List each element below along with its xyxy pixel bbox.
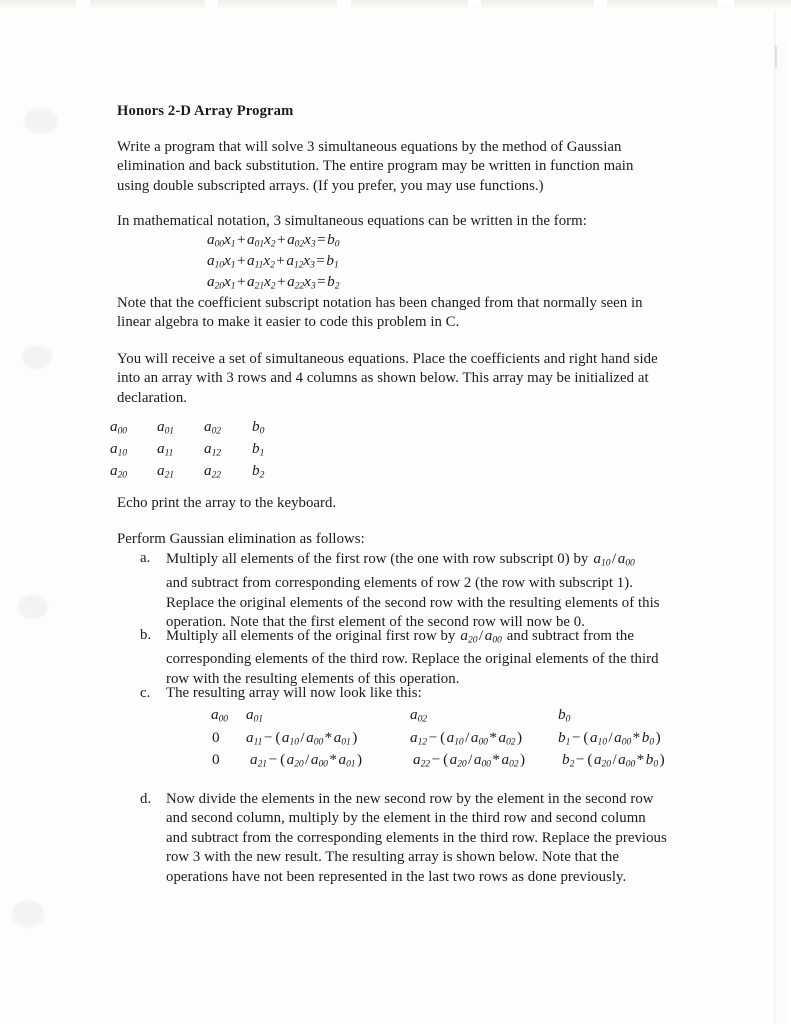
array-cell-0-3: $b_0$ [252,418,265,437]
array-cell-1-1: $a_{11}$ [157,440,174,459]
result-cell-2-3: $b_2- (a_{20}/a_{00}*b_0)$ [562,751,665,770]
array-cell-0-2: $a_{02}$ [204,418,221,437]
list-item-a-rest: and subtract from corresponding elements of row 2 (the row with subscript 1). Replace the original elements of the second row with the resulting elements of this operation. Note that the first element of the second row will now be 0. [166,575,660,630]
list-marker-a: a. [140,550,151,566]
list-item-a [166,549,668,632]
result-cell-2-2: $a_{22}- (a_{20}/a_{00}*a_{02})$ [413,751,526,770]
eq2-rhs: $b_1$ [326,252,339,271]
result-cell-1-2: $a_{12}- (a_{10}/a_{00}*a_{02})$ [410,729,523,748]
eq1-term3: $a_{02}x_3$ [287,231,316,250]
paragraph-intro: Write a program that will solve 3 simultaneous equations by the method of Gaussian elimination and back substitution. The entire program may be written in function main using double subscripted arrays. (If you prefer, you may use functions.) [117,139,634,194]
eq2-term1: $a_{10}x_1$ [207,252,236,271]
array-cell-2-2: $a_{22}$ [204,462,221,481]
equation-row-1 [207,231,339,250]
array-cell-2-3: $b_2$ [252,462,265,481]
result-cell-0-2: $a_{02}$ [410,706,427,725]
list-item-b-line1: Multiply all elements of the original first row by [166,628,456,644]
result-cell-1-3: $b_1- (a_{10}/a_{00}*b_0)$ [558,729,661,748]
list-marker-d: d. [140,791,152,807]
page-title: Honors 2-D Array Program [117,103,294,119]
result-cell-0-0: $a_{00}$ [211,706,228,725]
array-cell-2-0: $a_{20}$ [110,462,127,481]
eq1-equals: = [317,231,326,248]
array-cell-1-3: $b_1$ [252,440,265,459]
array-cell-0-1: $a_{01}$ [157,418,174,437]
list-item-b-rest: corresponding elements of the third row. Replace the original elements of the third row with the resulting elements of this operation. [166,651,659,687]
list-marker-b: b. [140,627,152,643]
array-cell-0-0: $a_{00}$ [110,418,127,437]
eq2-equals: = [316,252,325,269]
paragraph-perform-lead: Perform Gaussian elimination as follows: [117,531,365,547]
equation-row-2 [207,252,339,271]
result-cell-0-1: $a_{01}$ [246,706,263,725]
eq2-plus-1: + [236,252,246,269]
result-cell-1-1: $a_{11}- (a_{10}/a_{00}*a_{01})$ [246,729,358,748]
result-cell-2-0: 0 [212,751,220,768]
list-marker-c: c. [140,685,151,701]
eq3-term1: $a_{20}x_1$ [207,273,236,292]
list-item-a-inline-math: $a_{10}/a_{00}$ [593,550,635,569]
eq1-term2: $a_{01}x_2$ [247,231,276,250]
eq3-equals: = [317,273,326,290]
list-item-b-inline-math: $a_{20}/a_{00}$ [460,627,502,646]
eq2-term2: $a_{11}x_2$ [247,252,275,271]
eq3-rhs: $b_2$ [327,273,340,292]
paragraph-notation-lead: In mathematical notation, 3 simultaneous equations can be written in the form: [117,213,587,229]
eq1-plus-1: + [236,231,246,248]
eq3-term3: $a_{22}x_3$ [287,273,316,292]
paragraph-notation-note: Note that the coefficient subscript notation has been changed from that normally seen in linear algebra to make it easier to code this problem in C. [117,295,643,331]
eq1-term1: $a_{00}x_1$ [207,231,236,250]
list-item-b-after-math: and subtract from the [506,628,634,644]
result-cell-2-1: $a_{21}- (a_{20}/a_{00}*a_{01})$ [250,751,363,770]
eq3-plus-1: + [236,273,246,290]
list-item-a-line1: Multiply all elements of the first row (the one with row subscript 0) by [166,551,589,567]
paragraph-array-lead: You will receive a set of simultaneous equations. Place the coefficients and right hand side into an array with 3 rows and 4 columns as shown below. This array may be initialized at declaration. [117,351,658,406]
eq3-term2: $a_{21}x_2$ [247,273,276,292]
list-item-c: The resulting array will now look like this: [166,685,422,701]
equation-row-3 [207,273,339,292]
paragraph-echo-print: Echo print the array to the keyboard. [117,495,337,511]
array-cell-2-1: $a_{21}$ [157,462,174,481]
eq1-rhs: $b_0$ [327,231,340,250]
array-cell-1-2: $a_{12}$ [204,440,221,459]
result-cell-1-0: 0 [212,729,220,746]
list-item-b [166,626,668,689]
array-cell-1-0: $a_{10}$ [110,440,127,459]
eq2-plus-2: + [276,252,285,269]
eq2-term3: $a_{12}x_3$ [286,252,315,271]
eq3-plus-2: + [276,273,286,290]
list-item-d: Now divide the elements in the new second row by the element in the second row and second column, multiply by the element in the third row and second column and subtract from the corresponding elements in the third row. Replace the previous row 3 with the new result. The resulting array is shown below. Note that the operations have not been represented in the last two rows as done previously. [166,791,667,885]
result-cell-0-3: $b_0$ [558,706,571,725]
eq1-plus-2: + [276,231,286,248]
